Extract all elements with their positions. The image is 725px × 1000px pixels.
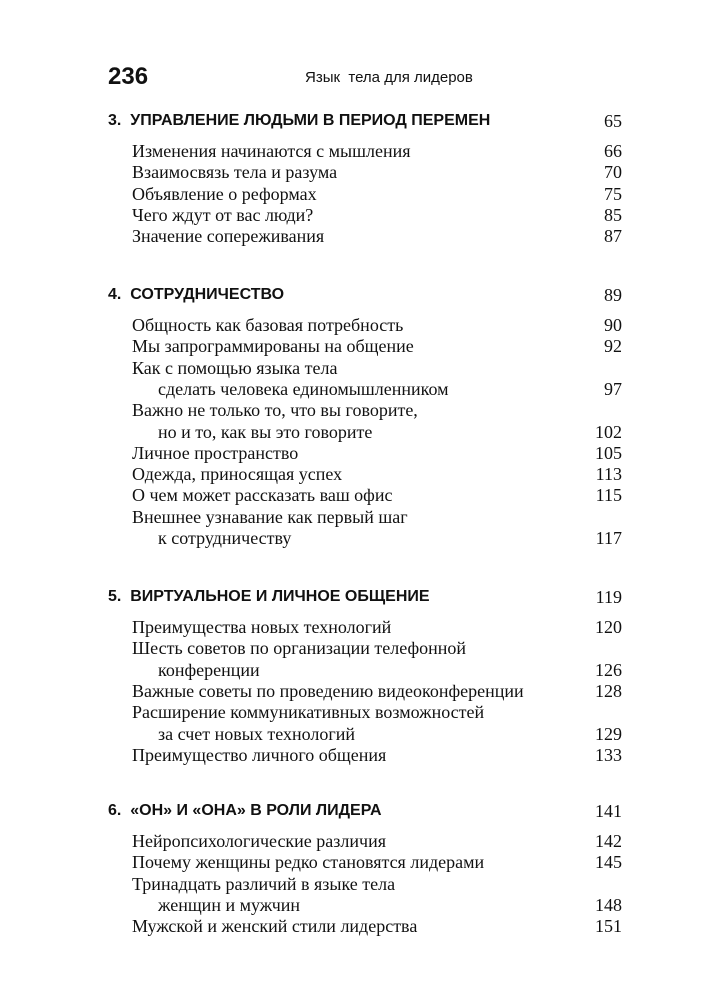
toc-entry-title: Личное пространство [132, 442, 299, 463]
chapter-title: 6. «ОН» И «ОНА» В РОЛИ ЛИДЕРА [108, 802, 382, 819]
toc-entry-title: конференции [158, 659, 260, 680]
chapter-heading [0, 111, 725, 133]
toc-entry-line [0, 400, 725, 422]
toc-entry-title: Почему женщины редко становятся лидерами [132, 852, 485, 873]
toc-entry-page-number: 128 [595, 680, 622, 701]
toc-entry-line [0, 379, 725, 401]
toc-entry-title: Шесть советов по организации телефонной [132, 638, 467, 659]
toc-entry-page-number: 129 [595, 723, 622, 744]
toc-entry-page-number: 75 [604, 183, 622, 204]
chapter-title: 3. УПРАВЛЕНИЕ ЛЮДЬМИ В ПЕРИОД ПЕРЕМЕН [108, 112, 491, 129]
toc-entry-line [0, 443, 725, 465]
toc-entry-page-number: 145 [595, 852, 622, 873]
chapter-page-number: 89 [604, 285, 622, 305]
toc-entry-title: но и то, как вы это говорите [158, 421, 373, 442]
toc-entry-line [0, 745, 725, 767]
toc-entry-title: Преимущество личного общения [132, 744, 387, 765]
toc-entry-line [0, 205, 725, 227]
toc-entry-title: Значение сопереживания [132, 226, 325, 247]
toc-entry-line [0, 617, 725, 639]
toc-entry-page-number: 151 [595, 916, 622, 937]
chapter-page-number: 141 [595, 801, 622, 821]
toc-entry-title: Мужской и женский стили лидерства [132, 916, 418, 937]
toc-entry-line [0, 702, 725, 724]
toc-entry-page-number: 105 [595, 442, 622, 463]
chapter-title: 5. ВИРТУАЛЬНОЕ И ЛИЧНОЕ ОБЩЕНИЕ [108, 588, 430, 605]
page-number: 236 [108, 63, 149, 90]
toc-entry-line [0, 422, 725, 444]
toc-entry-line [0, 916, 725, 938]
toc-entry-title: Важные советы по проведению видеоконференции [132, 680, 524, 701]
toc-entry-line [0, 336, 725, 358]
toc-entry-line [0, 638, 725, 660]
toc-entry-line [0, 358, 725, 380]
toc-entry-title: Преимущества новых технологий [132, 617, 392, 637]
toc-entry-line [0, 507, 725, 529]
chapter-page-number: 65 [604, 111, 622, 131]
chapter-title: 4. СОТРУДНИЧЕСТВО [108, 286, 285, 303]
chapter-page-number: 119 [595, 587, 622, 607]
toc-entry-title: женщин и мужчин [158, 894, 301, 915]
toc-entry-title: Важно не только то, что вы говорите, [132, 400, 418, 421]
toc-entry-line [0, 660, 725, 682]
toc-entry-page-number: 87 [604, 226, 622, 247]
toc-entry-title: Мы запрограммированы на общение [132, 336, 414, 357]
toc-entry-page-number: 85 [604, 204, 622, 225]
toc-entry-line [0, 831, 725, 853]
toc-entry-title: к сотрудничеству [158, 528, 292, 548]
running-title: Язык тела для лидеров [305, 69, 473, 86]
toc-entry-line [0, 315, 725, 337]
toc-entry-page-number: 115 [595, 485, 622, 506]
toc-entry-line [0, 852, 725, 874]
toc-entry-page-number: 102 [595, 421, 622, 442]
toc-entry-page-number: 97 [604, 378, 622, 399]
toc-entry-title: Общность как базовая потребность [132, 315, 404, 335]
toc-entry-title: Одежда, приносящая успех [132, 464, 343, 485]
toc-entry-title: Тринадцать различий в языке тела [132, 873, 396, 894]
toc-entry-title: сделать человека единомышленником [158, 378, 449, 399]
chapter-heading [0, 285, 725, 307]
toc-entry-page-number: 66 [604, 141, 622, 161]
toc-entry-page-number: 120 [595, 617, 622, 637]
toc-entry-page-number: 142 [595, 831, 622, 851]
toc-entry-line [0, 528, 725, 550]
toc-entry-line [0, 874, 725, 896]
toc-entry-line [0, 724, 725, 746]
chapter-heading [0, 801, 725, 823]
toc-entry-page-number: 90 [604, 315, 622, 335]
toc-entry-page-number: 92 [604, 336, 622, 357]
toc-entry-title: Как с помощью языка тела [132, 357, 338, 378]
toc-entry-title: Внешнее узнавание как первый шаг [132, 506, 408, 527]
toc-entry-title: Нейропсихологические различия [132, 831, 386, 851]
toc-entry-page-number: 133 [595, 744, 622, 765]
toc-entry-line [0, 162, 725, 184]
toc-entry-title: Взаимосвязь тела и разума [132, 162, 338, 183]
toc-entry-title: за счет новых технологий [158, 723, 356, 744]
toc-entry-page-number: 126 [595, 659, 622, 680]
toc-entry-page-number: 113 [595, 464, 622, 485]
toc-entry-title: Чего ждут от вас люди? [132, 204, 314, 225]
toc-entry-title: Расширение коммуникативных возможностей [132, 702, 485, 723]
toc-entry-page-number: 117 [595, 528, 622, 548]
toc-entry-line [0, 681, 725, 703]
toc-entry-line [0, 226, 725, 248]
toc-entry-line [0, 464, 725, 486]
toc-entry-title: Изменения начинаются с мышления [132, 141, 411, 161]
toc-entry-title: Объявление о реформах [132, 183, 317, 204]
toc-entry-title: О чем может рассказать ваш офис [132, 485, 393, 506]
toc-entry-line [0, 184, 725, 206]
toc-entry-page-number: 70 [604, 162, 622, 183]
toc-entry-line [0, 141, 725, 163]
toc-entry-line [0, 895, 725, 917]
chapter-heading [0, 587, 725, 609]
toc-entry-page-number: 148 [595, 894, 622, 915]
toc-entry-line [0, 485, 725, 507]
